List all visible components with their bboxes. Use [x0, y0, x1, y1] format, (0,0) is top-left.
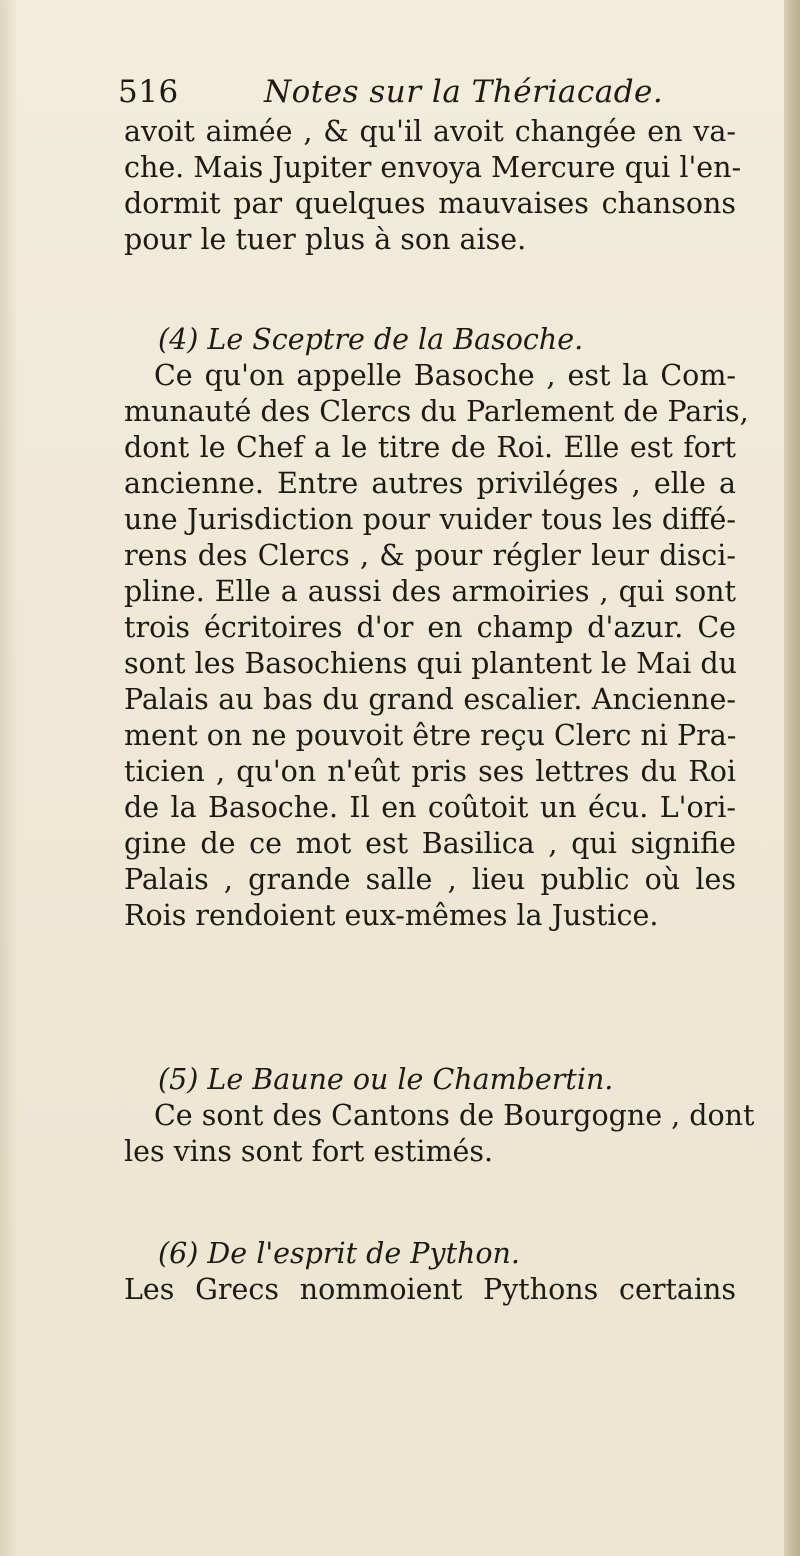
- text-line: pour le tuer plus à son aise.: [124, 223, 527, 256]
- page-number: 516: [118, 74, 179, 110]
- text-line: gine de ce mot est Basilica , qui signifie: [124, 827, 736, 860]
- text-line: munauté des Clercs du Parlement de Paris,: [124, 395, 749, 428]
- text-line: une Jurisdiction pour vuider tous les diffé-: [124, 503, 736, 536]
- note-heading: (5) Le Baune ou le Chambertin.: [158, 1063, 614, 1096]
- text-line: avoit aimée , & qu'il avoit changée en va-: [124, 115, 736, 148]
- page-header: [118, 74, 678, 118]
- text-line: trois écritoires d'or en champ d'azur. Ce: [124, 611, 736, 644]
- page-gutter-shadow: [0, 0, 18, 1556]
- note-6: [124, 1236, 736, 1308]
- text-line: les vins sont fort estimés.: [124, 1135, 494, 1168]
- note-4: [124, 322, 749, 934]
- text-line: che. Mais Jupiter envoya Mercure qui l'en-: [124, 151, 742, 184]
- running-title: Notes sur la Thériacade.: [264, 74, 664, 110]
- text-line: de la Basoche. Il en coûtoit un écu. L'ori-: [124, 791, 736, 824]
- continuation-paragraph: [124, 114, 742, 258]
- text-line: Ce sont des Cantons de Bourgogne , dont: [154, 1099, 755, 1132]
- note-5: [124, 1062, 755, 1170]
- text-line: Palais au bas du grand escalier. Ancienne-: [124, 683, 736, 716]
- text-line: dormit par quelques mauvaises chansons: [124, 187, 736, 220]
- text-line: Les Grecs nommoient Pythons certains: [124, 1273, 736, 1306]
- text-line: ticien , qu'on n'eût pris ses lettres du Roi: [124, 755, 736, 788]
- text-line: Rois rendoient eux-mêmes la Justice.: [124, 899, 659, 932]
- note-heading: (4) Le Sceptre de la Basoche.: [158, 323, 584, 356]
- text-line: pline. Elle a aussi des armoiries , qui sont: [124, 575, 736, 608]
- text-line: Ce qu'on appelle Basoche , est la Com-: [154, 359, 736, 392]
- text-line: sont les Basochiens qui plantent le Mai du: [124, 647, 738, 680]
- text-line: rens des Clercs , & pour régler leur disci-: [124, 539, 736, 572]
- text-line: Palais , grande salle , lieu public où les: [124, 863, 736, 896]
- page-edge: [784, 0, 800, 1556]
- text-line: ment on ne pouvoit être reçu Clerc ni Pra-: [124, 719, 737, 752]
- text-line: ancienne. Entre autres priviléges , elle a: [124, 467, 736, 500]
- note-heading: (6) De l'esprit de Python.: [158, 1237, 520, 1270]
- text-line: dont le Chef a le titre de Roi. Elle est fort: [124, 431, 736, 464]
